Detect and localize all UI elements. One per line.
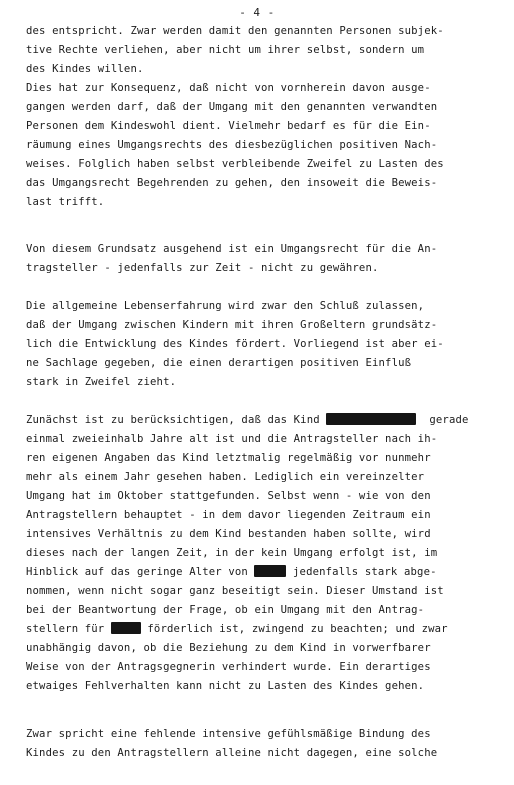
- paragraph-5: [26, 725, 496, 763]
- paragraph-3: [26, 297, 496, 392]
- text-line: des Kindes willen.: [26, 63, 144, 75]
- text-segment: stellern für: [26, 623, 105, 635]
- text-line-with-redaction: [26, 620, 496, 639]
- text-line: Weise von der Antragsgegnerin verhindert wurde. Ein derartiges: [26, 661, 431, 673]
- text-line: daß der Umgang zwischen Kindern mit ihren Großeltern grundsätz-: [26, 319, 438, 331]
- text-line: etwaiges Fehlverhalten kann nicht zu Lasten des Kindes gehen.: [26, 680, 425, 692]
- redaction-bar: [111, 622, 141, 634]
- text-line: lich die Entwicklung des Kindes fördert. Vorliegend ist aber ei-: [26, 338, 444, 350]
- text-line: bei der Beantwortung der Frage, ob ein Umgang mit den Antrag-: [26, 604, 425, 616]
- text-segment: förderlich ist, zwingend zu beachten; und zwar: [147, 623, 448, 635]
- text-segment: Zunächst ist zu berücksichtigen, daß das Kind: [26, 414, 320, 426]
- text-line: mehr als einem Jahr gesehen haben. Lediglich ein vereinzelter: [26, 471, 425, 483]
- page-number: - 4 -: [239, 6, 275, 19]
- text-line: das Umgangsrecht Begehrenden zu gehen, den insoweit die Beweis-: [26, 177, 438, 189]
- text-line: stark in Zweifel zieht.: [26, 376, 177, 388]
- text-line: gangen werden darf, daß der Umgang mit den genannten verwandten: [26, 101, 438, 113]
- text-line: last trifft.: [26, 196, 105, 208]
- text-line: unabhängig davon, ob die Beziehung zu dem Kind in vorwerfbarer: [26, 642, 431, 654]
- text-line-with-redaction: [26, 563, 496, 582]
- text-line: Von diesem Grundsatz ausgehend ist ein Umgangsrecht für die An-: [26, 243, 438, 255]
- redaction-bar: [326, 413, 416, 425]
- text-segment: Hinblick auf das geringe Alter von: [26, 566, 248, 578]
- text-line: weises. Folglich haben selbst verbleibende Zweifel zu Lasten des: [26, 158, 444, 170]
- text-line: nommen, wenn nicht sogar ganz beseitigt sein. Dieser Umstand ist: [26, 585, 444, 597]
- text-line: tragsteller - jedenfalls zur Zeit - nicht zu gewähren.: [26, 262, 379, 274]
- text-line: Kindes zu den Antragstellern alleine nicht dagegen, eine solche: [26, 747, 438, 759]
- text-line: intensives Verhältnis zu dem Kind bestanden haben sollte, wird: [26, 528, 431, 540]
- text-line: des entspricht. Zwar werden damit den genannten Personen subjek-: [26, 25, 444, 37]
- text-line: ren eigenen Angaben das Kind letztmalig regelmäßig vor nunmehr: [26, 452, 431, 464]
- text-line: ne Sachlage gegeben, die einen derartigen positiven Einfluß: [26, 357, 412, 369]
- paragraph-1: [26, 22, 496, 212]
- text-line: Umgang hat im Oktober stattgefunden. Selbst wenn - wie von den: [26, 490, 431, 502]
- text-line-with-redaction: [26, 411, 496, 430]
- text-line: tive Rechte verliehen, aber nicht um ihrer selbst, sondern um: [26, 44, 425, 56]
- text-segment: gerade: [429, 414, 469, 426]
- text-line: Dies hat zur Konsequenz, daß nicht von vornherein davon ausge-: [26, 82, 431, 94]
- text-line: Personen dem Kindeswohl dient. Vielmehr bedarf es für die Ein-: [26, 120, 431, 132]
- paragraph-2: [26, 240, 496, 278]
- text-line: räumung eines Umgangsrechts des diesbezüglichen positiven Nach-: [26, 139, 438, 151]
- text-line: Die allgemeine Lebenserfahrung wird zwar den Schluß zulassen,: [26, 300, 425, 312]
- text-line: Zwar spricht eine fehlende intensive gefühlsmäßige Bindung des: [26, 728, 431, 740]
- text-line: dieses nach der langen Zeit, in der kein Umgang erfolgt ist, im: [26, 547, 438, 559]
- redaction-bar: [254, 565, 286, 577]
- text-line: einmal zweieinhalb Jahre alt ist und die Antragsteller nach ih-: [26, 433, 438, 445]
- text-segment: jedenfalls stark abge-: [293, 566, 437, 578]
- paragraph-4: [26, 411, 496, 696]
- text-line: Antragstellern behauptet - in dem davor liegenden Zeitraum ein: [26, 509, 431, 521]
